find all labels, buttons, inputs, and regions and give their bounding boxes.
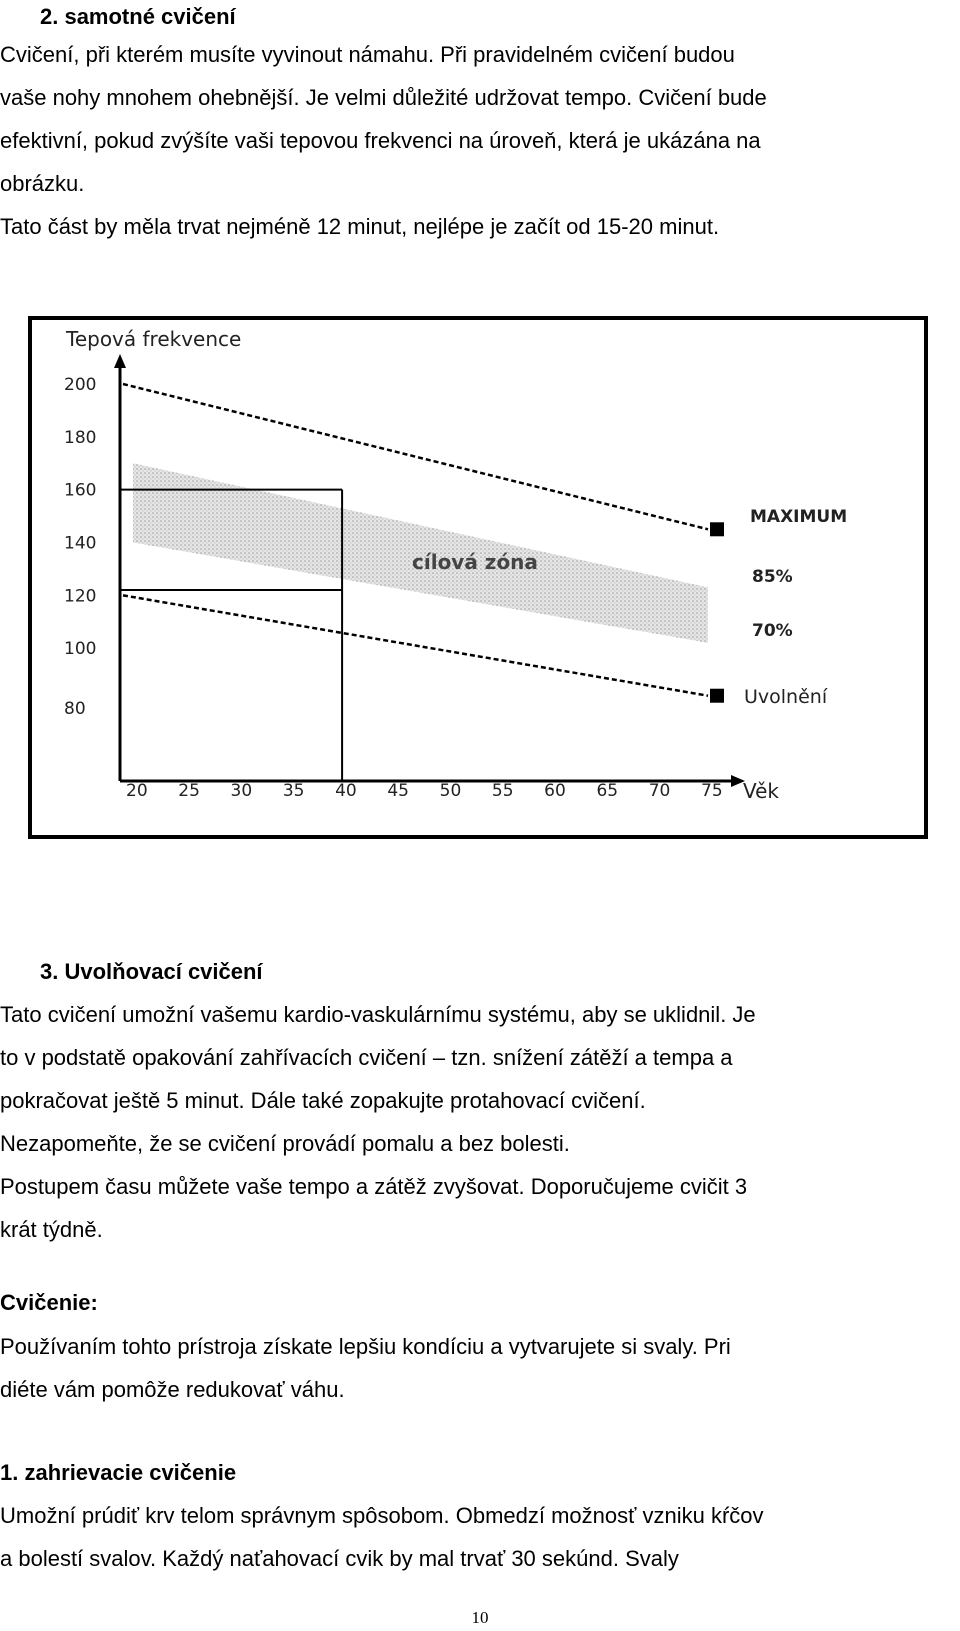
paragraph-line: krát týdně. (0, 1217, 103, 1242)
maximum-line-marker (710, 522, 724, 536)
x-tick-label: 50 (439, 781, 462, 801)
x-tick-label: 40 (335, 781, 357, 801)
paragraph-line: Tato cvičení umožní vašemu kardio-vaskulárnímu systému, aby se uklidnil. Je (0, 1002, 756, 1027)
paragraph-line: Postupem času můžete vaše tempo a zátěž zvyšovat. Doporučujeme cvičit 3 (0, 1174, 748, 1199)
x-axis-label: Věk (743, 779, 780, 803)
x-tick-label: 45 (387, 781, 410, 801)
label-70: 70% (752, 621, 793, 641)
heart-rate-chart (28, 316, 928, 839)
x-tick-label: 70 (648, 781, 671, 801)
x-tick-label: 65 (596, 781, 619, 801)
x-tick-label: 35 (282, 781, 305, 801)
paragraph-line: Tato část by měla trvat nejméně 12 minut, nejlépe je začít od 15-20 minut. (0, 214, 720, 239)
x-tick-label: 55 (491, 781, 514, 801)
relaxation-line-marker (710, 689, 724, 703)
label-85: 85% (752, 567, 793, 587)
x-tick-label: 60 (544, 781, 566, 801)
paragraph-line: efektivní, pokud zvýšíte vaši tepovou frekvenci na úroveň, která je ukázána na (0, 128, 761, 153)
relaxation-label: Uvolnění (744, 686, 828, 708)
maximum-label: MAXIMUM (750, 507, 848, 527)
paragraph-line: Používaním tohto prístroja získate lepšiu kondíciu a vytvarujete si svaly. Pri (0, 1334, 731, 1359)
y-tick-label: 140 (64, 533, 97, 554)
y-tick-label: 100 (64, 639, 97, 660)
warmup-heading: 1. zahrievacie cvičenie (0, 1460, 237, 1485)
cvicenie-heading: Cvičenie: (0, 1290, 98, 1315)
y-tick-label: 80 (64, 699, 86, 719)
y-tick-label: 120 (64, 586, 97, 607)
x-tick-label: 75 (701, 781, 723, 801)
y-tick-label: 180 (64, 427, 97, 448)
y-axis-label: Tepová frekvence (66, 327, 242, 351)
target-zone-label: cílová zóna (412, 550, 538, 574)
x-tick-label: 25 (178, 781, 200, 801)
paragraph-line: to v podstatě opakování zahřívacích cvičení – tzn. snížení zátěží a tempa a (0, 1045, 733, 1070)
paragraph-line: a bolestí svalov. Každý naťahovací cvik by mal trvať 30 sekúnd. Svaly (0, 1546, 679, 1571)
x-tick-label: 20 (126, 781, 148, 801)
paragraph-line: Umožní prúdiť krv telom správnym spôsobom. Obmedzí možnosť vzniku kŕčov (0, 1503, 764, 1528)
paragraph-line: diéte vám pomôže redukovať váhu. (0, 1377, 345, 1402)
paragraph-line: vaše nohy mnohem ohebnější. Je velmi důležité udržovat tempo. Cvičení bude (0, 85, 767, 110)
paragraph-line: obrázku. (0, 171, 85, 196)
section-3-heading: 3. Uvolňovací cvičení (40, 959, 263, 984)
paragraph-line: Cvičení, při kterém musíte vyvinout námahu. Při pravidelném cvičení budou (0, 42, 735, 67)
y-tick-label: 160 (64, 480, 97, 501)
paragraph-line: pokračovat ještě 5 minut. Dále také zopakujte protahovací cvičení. (0, 1088, 646, 1113)
x-tick-label: 30 (230, 781, 253, 801)
paragraph-line: Nezapomeňte, že se cvičení provádí pomalu a bez bolesti. (0, 1131, 570, 1156)
section-2-heading: 2. samotné cvičení (40, 4, 236, 29)
page-number: 10 (471, 1608, 489, 1627)
y-tick-label: 200 (64, 375, 97, 395)
